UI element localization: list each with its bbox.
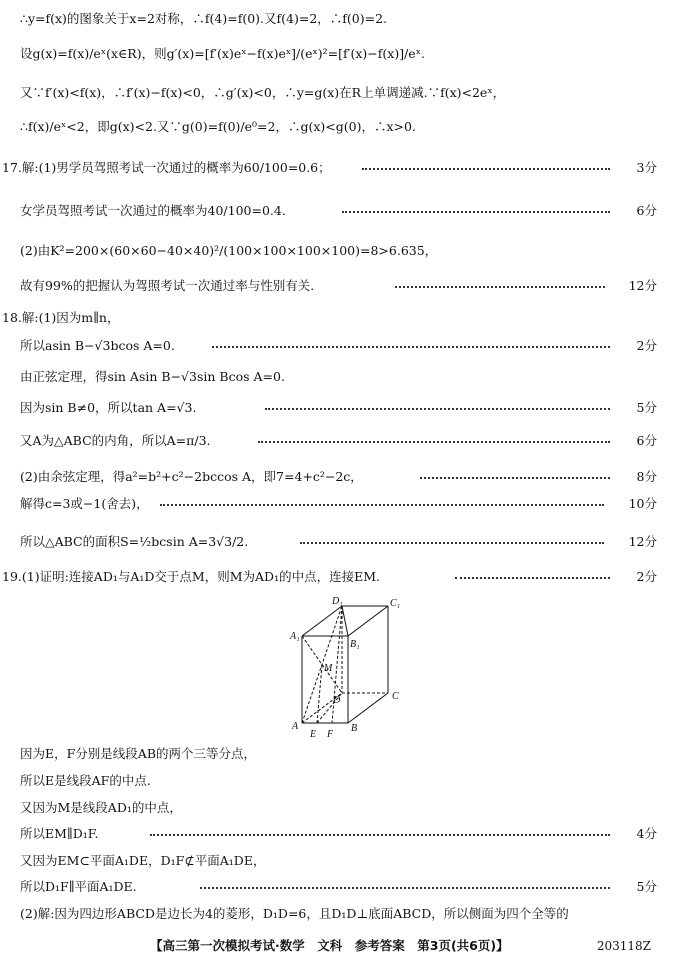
text-line (0, 770, 677, 792)
line-text: (2)由K²=200×(60×60−40×40)²/(100×100×100×100)=8>6.635， (20, 243, 438, 258)
line-text: 故有99%的把握认为驾照考试一次通过率与性别有关. (20, 278, 315, 293)
text-line (0, 743, 677, 765)
footer-code: 203118Z (596, 939, 651, 953)
text-line (0, 82, 677, 104)
score-mark: 6分 (636, 433, 657, 448)
dotted-leader (150, 834, 610, 836)
line-text: (2)解:因为四边形ABCD是边长为4的菱形，D₁D=6，且D₁D⊥底面ABCD，所以侧面为四个全等的 (20, 906, 569, 921)
line-text: 所以D₁F∥平面A₁DE. (20, 879, 137, 894)
text-line (0, 850, 677, 872)
dotted-leader (300, 542, 604, 544)
text-line (0, 903, 677, 925)
vertex-label: D₁ (332, 596, 343, 607)
text-line (0, 43, 677, 65)
page-footer (0, 936, 677, 956)
score-mark: 3分 (636, 160, 657, 175)
text-line (0, 466, 677, 488)
line-text: 又因为EM⊂平面A₁DE，D₁F⊄平面A₁DE， (20, 853, 266, 868)
vertex-label: D (333, 695, 341, 706)
text-line (0, 430, 677, 452)
dotted-leader (395, 286, 605, 288)
text-line (0, 200, 677, 222)
prism-figure (270, 595, 410, 740)
line-text: 19.(1)证明:连接AD₁与A₁D交于点M，则M为AD₁的中点，连接EM. (2, 569, 380, 584)
text-line (0, 240, 677, 262)
line-text: 17.解:(1)男学员驾照考试一次通过的概率为60/100=0.6； (2, 160, 331, 175)
vertex-label: B₁ (350, 639, 360, 650)
text-line (0, 116, 677, 138)
footer-title: 【高三第一次模拟考试·数学 文科 参考答案 第3页(共6页)】 (150, 938, 509, 953)
score-mark: 6分 (636, 203, 657, 218)
text-line (0, 531, 677, 553)
text-line (0, 823, 677, 845)
dotted-leader (362, 168, 610, 170)
vertex-label: F (327, 729, 334, 740)
line-text: 解得c=3或−1(舍去)， (20, 496, 149, 511)
text-line (0, 307, 677, 329)
text-line (0, 335, 677, 357)
line-text: 所以△ABC的面积S=½bcsin A=3√3/2. (20, 534, 249, 549)
dotted-leader (212, 346, 610, 348)
line-text: ∴f(x)/eˣ<2，即g(x)<2.又∵g(0)=f(0)/e⁰=2，∴g(x)<g(0)，∴x>0. (20, 119, 416, 134)
text-line (0, 366, 677, 388)
vertex-label: A₁ (290, 631, 300, 642)
line-text: 女学员驾照考试一次通过的概率为40/100=0.4. (20, 203, 286, 218)
text-line (0, 797, 677, 819)
text-line (0, 493, 677, 515)
line-text: 由正弦定理，得sin Asin B−√3sin Bcos A=0. (20, 369, 285, 384)
text-line (0, 275, 677, 297)
text-line (0, 876, 677, 898)
vertex-label: A (292, 721, 299, 732)
text-line (0, 566, 677, 588)
vertex-label: C₁ (390, 598, 401, 609)
score-mark: 4分 (636, 826, 657, 841)
dotted-leader (200, 887, 610, 889)
line-text: 因为E，F分别是线段AB的两个三等分点， (20, 746, 257, 761)
text-line (0, 157, 677, 179)
line-text: 所以asin B−√3bcos A=0. (20, 338, 175, 353)
vertex-label: E (310, 729, 317, 740)
dotted-leader (258, 441, 610, 443)
score-mark: 12分 (628, 278, 657, 293)
score-mark: 10分 (628, 496, 657, 511)
dotted-leader (420, 477, 610, 479)
score-mark: 8分 (636, 469, 657, 484)
score-mark: 2分 (636, 569, 657, 584)
line-text: 因为sin B≠0，所以tan A=√3. (20, 400, 197, 415)
line-text: 设g(x)=f(x)/eˣ(x∈R)，则g′(x)=[f′(x)eˣ−f(x)eˣ]/(eˣ)²=[f′(x)−f(x)]/eˣ. (20, 46, 425, 61)
vertex-label: M (324, 663, 333, 674)
line-text: (2)由余弦定理，得a²=b²+c²−2bccos A，即7=4+c²−2c， (20, 469, 363, 484)
line-text: ∴y=f(x)的图象关于x=2对称，∴f(4)=f(0).又f(4)=2，∴f(0)=2. (20, 11, 387, 26)
text-line (0, 397, 677, 419)
dotted-leader (455, 577, 610, 579)
text-line (0, 8, 677, 30)
line-text: 又因为M是线段AD₁的中点， (20, 800, 182, 815)
score-mark: 5分 (636, 879, 657, 894)
line-text: 又∵f′(x)<f(x)，∴f′(x)−f(x)<0，∴g′(x)<0，∴y=g(x)在R上单调递减.∵f(x)<2eˣ， (20, 85, 506, 100)
score-mark: 12分 (628, 534, 657, 549)
line-text: 又A为△ABC的内角，所以A=π/3. (20, 433, 211, 448)
line-text: 18.解:(1)因为m∥n， (2, 310, 120, 325)
vertex-label: C (392, 691, 399, 702)
score-mark: 2分 (636, 338, 657, 353)
line-text: 所以E是线段AF的中点. (20, 773, 151, 788)
dotted-leader (342, 211, 610, 213)
dotted-leader (160, 504, 604, 506)
dotted-leader (265, 408, 610, 410)
vertex-label: B (351, 723, 358, 734)
line-text: 所以EM∥D₁F. (20, 826, 99, 841)
score-mark: 5分 (636, 400, 657, 415)
